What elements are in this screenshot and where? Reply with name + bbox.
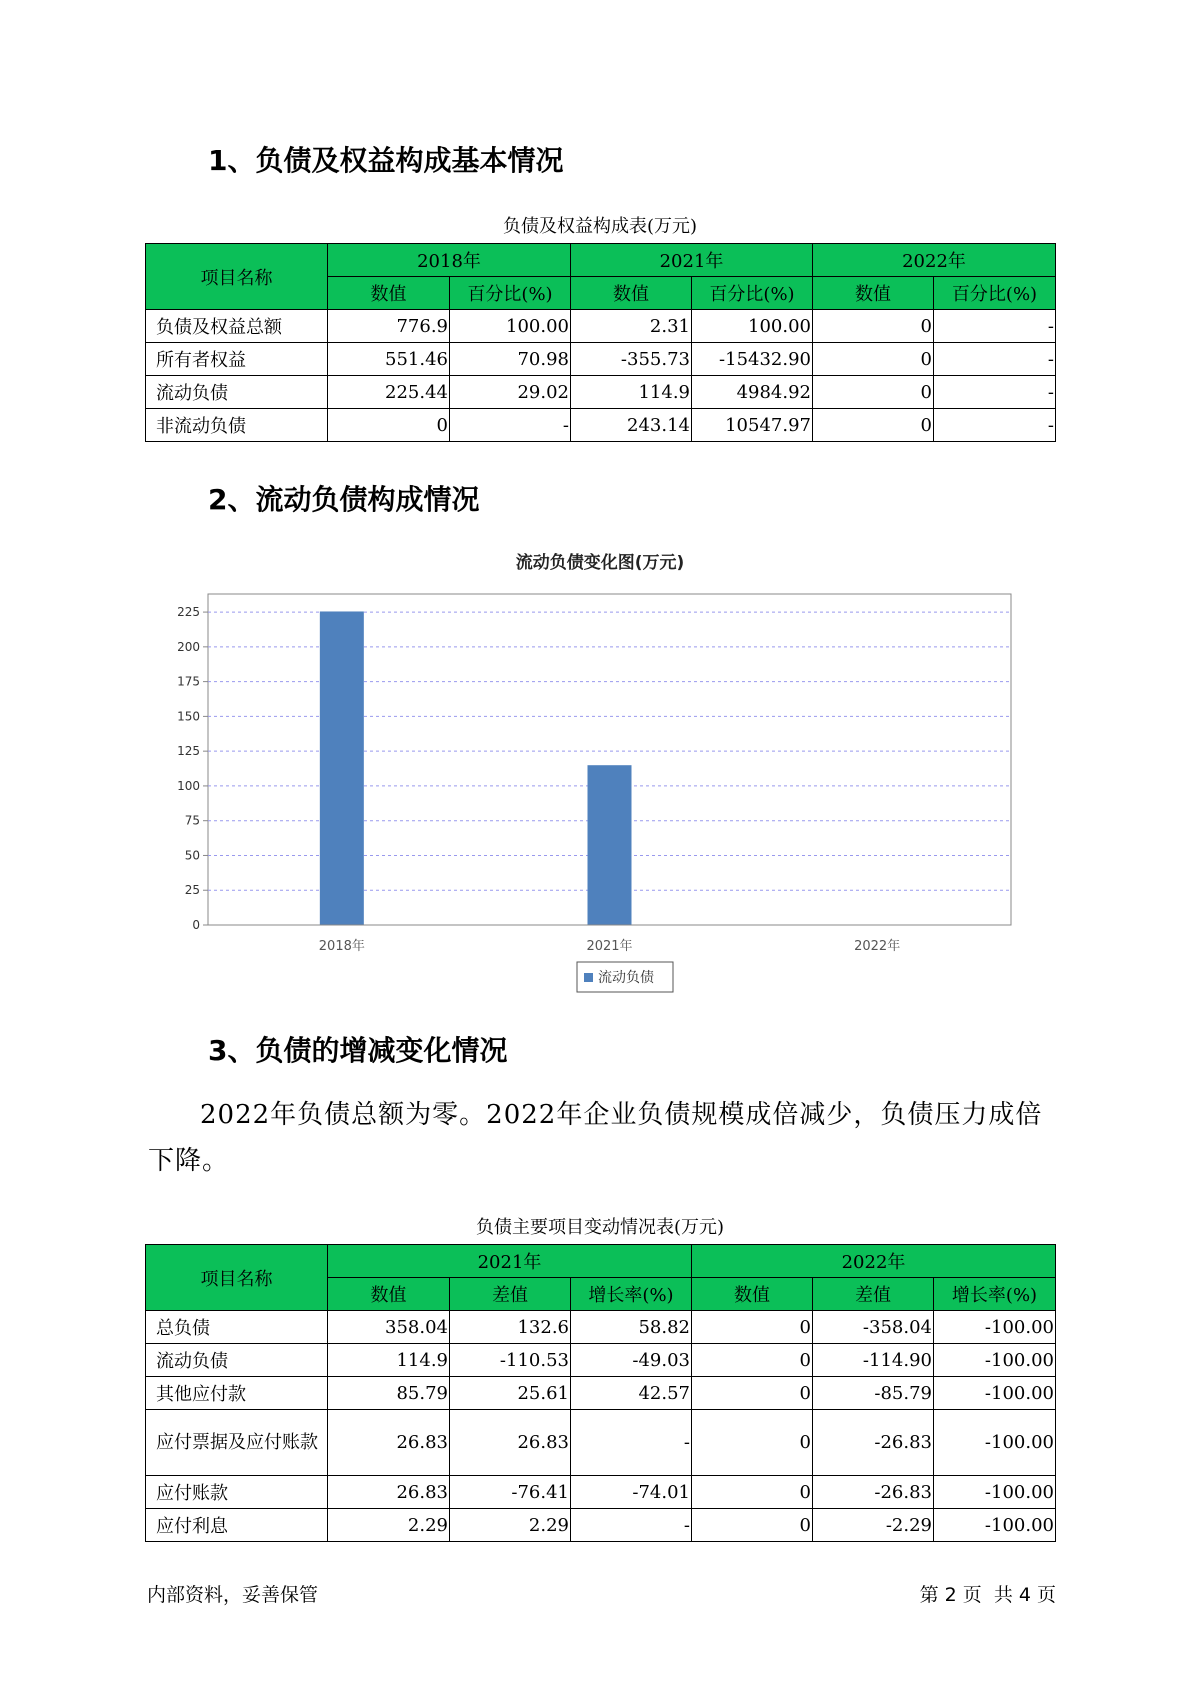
table-cell: 114.9 [571, 376, 692, 409]
row-label: 流动负债 [146, 1344, 328, 1377]
table-cell: 0 [813, 376, 934, 409]
y-tick-label: 225 [177, 605, 200, 620]
table-cell: 42.57 [571, 1377, 692, 1410]
table-row [146, 409, 1056, 442]
row-label: 非流动负债 [146, 409, 328, 442]
table-cell: 0 [813, 343, 934, 376]
legend-label: 流动负债 [598, 970, 654, 986]
table-cell: - [934, 343, 1056, 376]
table-cell: 0 [692, 1410, 813, 1476]
y-tick-label: 100 [177, 778, 200, 793]
growth-rate-header: 增长率(%) [571, 1278, 692, 1311]
row-label: 总负债 [146, 1311, 328, 1344]
row-label: 流动负债 [146, 376, 328, 409]
year-header: 2018年 [328, 244, 571, 277]
table-cell: 776.9 [328, 310, 450, 343]
table1-caption: 负债及权益构成表(万元) [502, 216, 698, 237]
summary-text: 2022年负债总额为零。2022年企业负债规模成倍减少，负债压力成倍下降。 [148, 1100, 1043, 1176]
table-cell: 0 [328, 409, 450, 442]
table-cell: 10547.97 [692, 409, 813, 442]
y-tick-label: 150 [177, 709, 200, 724]
table-cell: 225.44 [328, 376, 450, 409]
value-header: 数值 [328, 1278, 450, 1311]
row-label: 应付票据及应付账款 [146, 1410, 328, 1476]
table-cell: 0 [692, 1476, 813, 1509]
table-cell: 100.00 [450, 310, 571, 343]
table-row [146, 343, 1056, 376]
table-cell: 0 [813, 409, 934, 442]
table-cell: 114.9 [328, 1344, 450, 1377]
percent-header: 百分比(%) [934, 277, 1056, 310]
row-label: 负债及权益总额 [146, 310, 328, 343]
y-tick-label: 25 [184, 883, 200, 898]
footer-confidential-note: 内部资料，妥善保管 [147, 1584, 319, 1606]
table-cell: 4984.92 [692, 376, 813, 409]
table-cell: 243.14 [571, 409, 692, 442]
x-tick-label: 2022年 [854, 939, 901, 954]
x-tick-label: 2018年 [318, 939, 365, 954]
table-cell: 2.31 [571, 310, 692, 343]
section-1-heading: 1、负债及权益构成基本情况 [208, 144, 564, 177]
table-cell: 29.02 [450, 376, 571, 409]
table-cell: -100.00 [934, 1344, 1056, 1377]
difference-header: 差值 [813, 1278, 934, 1311]
summary-paragraph [148, 1092, 1056, 1184]
x-tick-label: 2021年 [586, 939, 633, 954]
table-cell: 70.98 [450, 343, 571, 376]
table-row [146, 1344, 1056, 1377]
chart-legend [577, 962, 673, 992]
table-cell: 58.82 [571, 1311, 692, 1344]
table-cell: 2.29 [328, 1509, 450, 1542]
y-tick-label: 200 [177, 639, 200, 654]
table-cell: -358.04 [813, 1311, 934, 1344]
row-label: 应付账款 [146, 1476, 328, 1509]
table-cell: -100.00 [934, 1377, 1056, 1410]
growth-rate-header: 增长率(%) [934, 1278, 1056, 1311]
y-tick-label: 75 [184, 813, 200, 828]
table-cell: 132.6 [450, 1311, 571, 1344]
table-row [146, 1410, 1056, 1476]
table-cell: - [934, 409, 1056, 442]
table-cell: -2.29 [813, 1509, 934, 1542]
table-cell: 26.83 [450, 1410, 571, 1476]
year-header: 2021年 [571, 244, 813, 277]
table-cell: 358.04 [328, 1311, 450, 1344]
section-3-heading: 3、负债的增减变化情况 [208, 1034, 508, 1067]
year-header: 2022年 [813, 244, 1056, 277]
table-cell: -26.83 [813, 1476, 934, 1509]
table2-caption: 负债主要项目变动情况表(万元) [475, 1217, 725, 1238]
row-label: 其他应付款 [146, 1377, 328, 1410]
current-liabilities-bar-chart [145, 540, 1055, 1000]
table-cell: -49.03 [571, 1344, 692, 1377]
table-cell: -110.53 [450, 1344, 571, 1377]
table-cell: -74.01 [571, 1476, 692, 1509]
percent-header: 百分比(%) [450, 277, 571, 310]
table-cell: -76.41 [450, 1476, 571, 1509]
y-tick-label: 175 [177, 674, 200, 689]
chart-title: 流动负债变化图(万元) [515, 553, 685, 573]
y-tick-label: 125 [177, 744, 200, 759]
legend-swatch [584, 973, 593, 982]
table-cell: -100.00 [934, 1410, 1056, 1476]
table-row [146, 1311, 1056, 1344]
table-row [146, 310, 1056, 343]
table-row [146, 1509, 1056, 1542]
table-cell: - [934, 376, 1056, 409]
value-header: 数值 [813, 277, 934, 310]
table-cell: -114.90 [813, 1344, 934, 1377]
y-tick-label: 50 [184, 848, 200, 863]
y-tick-label: 0 [192, 918, 200, 932]
table-cell: 0 [692, 1377, 813, 1410]
footer-page-number: 第 2 页 共 4 页 [919, 1584, 1056, 1606]
difference-header: 差值 [450, 1278, 571, 1311]
value-header: 数值 [571, 277, 692, 310]
table-cell: 26.83 [328, 1476, 450, 1509]
table-cell: -15432.90 [692, 343, 813, 376]
year-header: 2022年 [692, 1245, 1056, 1278]
equity-composition-table [145, 243, 1056, 442]
table-cell: -100.00 [934, 1509, 1056, 1542]
table-row [146, 1476, 1056, 1509]
value-header: 数值 [692, 1278, 813, 1311]
table-cell: -85.79 [813, 1377, 934, 1410]
table-cell: 2.29 [450, 1509, 571, 1542]
row-label: 应付利息 [146, 1509, 328, 1542]
table-cell: 0 [692, 1344, 813, 1377]
percent-header: 百分比(%) [692, 277, 813, 310]
section-2-heading: 2、流动负债构成情况 [208, 483, 480, 516]
table-cell: -100.00 [934, 1311, 1056, 1344]
table-row [146, 376, 1056, 409]
table-cell: - [934, 310, 1056, 343]
table-cell: 100.00 [692, 310, 813, 343]
table-cell: -355.73 [571, 343, 692, 376]
table-cell: - [450, 409, 571, 442]
table-cell: -100.00 [934, 1476, 1056, 1509]
table-cell: 25.61 [450, 1377, 571, 1410]
row-label: 所有者权益 [146, 343, 328, 376]
table-cell: 0 [692, 1509, 813, 1542]
table-cell: - [571, 1509, 692, 1542]
table-cell: 0 [813, 310, 934, 343]
bar [320, 611, 364, 925]
table-cell: 85.79 [328, 1377, 450, 1410]
item-name-header: 项目名称 [146, 244, 328, 310]
bar [588, 765, 632, 925]
liability-change-table [145, 1244, 1056, 1542]
table-cell: 0 [692, 1311, 813, 1344]
chart-plot-area [177, 594, 1011, 954]
table-cell: -26.83 [813, 1410, 934, 1476]
table-cell: 551.46 [328, 343, 450, 376]
year-header: 2021年 [328, 1245, 692, 1278]
table-row [146, 1377, 1056, 1410]
value-header: 数值 [328, 277, 450, 310]
table-cell: 26.83 [328, 1410, 450, 1476]
table-cell: - [571, 1410, 692, 1476]
item-name-header: 项目名称 [146, 1245, 328, 1311]
